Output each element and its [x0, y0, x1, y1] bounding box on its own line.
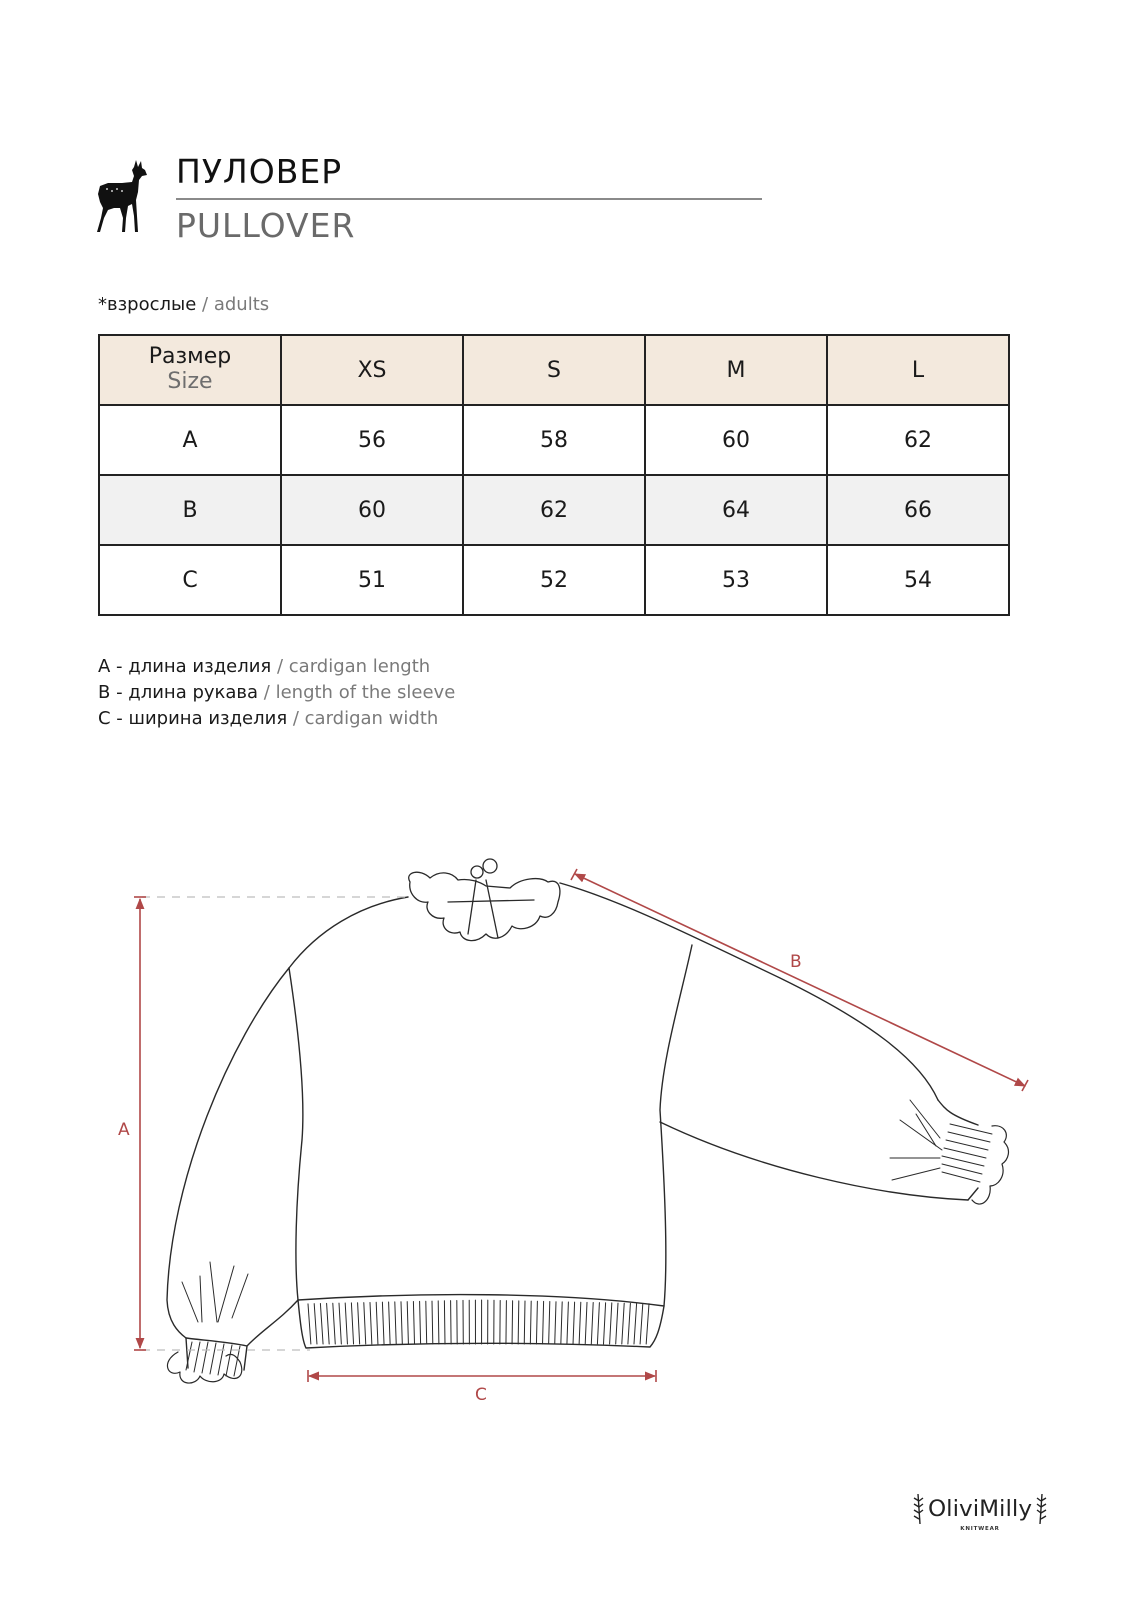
measurement-label-c: C: [475, 1385, 487, 1405]
right-sleeve-lower: [660, 1122, 968, 1200]
hem-rib-line: [351, 1303, 353, 1344]
measurement-a: [134, 897, 146, 1350]
brand-tagline: KNITWEAR: [960, 1526, 1000, 1532]
hem-rib-line: [561, 1302, 562, 1344]
hem-rib-line: [573, 1302, 575, 1344]
left-body-side: [289, 968, 303, 1300]
legend-separator: /: [287, 708, 305, 729]
hem-rib-line: [634, 1303, 637, 1344]
table-cell: 60: [645, 405, 827, 475]
row-label: C: [99, 545, 281, 615]
hem-rib-line: [610, 1303, 612, 1344]
hem-rib-line: [420, 1301, 421, 1344]
left-cuff: [186, 1300, 298, 1370]
legend-key-ru: C - ширина изделия: [98, 708, 288, 729]
table-cell: 60: [281, 475, 463, 545]
hem-rib-line: [389, 1302, 391, 1344]
right-body-side: [660, 945, 692, 1306]
hem-rib-line: [512, 1301, 513, 1344]
hem-rib-line: [616, 1303, 618, 1344]
audience-note-en: adults: [213, 294, 270, 315]
legend-separator: /: [271, 656, 289, 677]
hem-rib-line: [536, 1301, 537, 1344]
hem-rib-line: [567, 1302, 568, 1344]
hem-rib-line: [364, 1303, 366, 1344]
table-cell: 53: [645, 545, 827, 615]
row-label: B: [99, 475, 281, 545]
size-label-en: Size: [167, 369, 213, 394]
legend-item: [98, 706, 455, 732]
audience-note-ru: *взрослые: [98, 294, 197, 315]
legend-separator: /: [258, 682, 276, 703]
hem-rib-line: [413, 1301, 414, 1344]
table-cell: 56: [281, 405, 463, 475]
left-shoulder-line: [289, 897, 408, 968]
measurement-label-a: A: [118, 1120, 130, 1140]
title-divider: [176, 198, 762, 200]
left-cuff-ruffle: [167, 1352, 241, 1383]
brand-name: OliviMilly: [928, 1497, 1033, 1522]
hem-rib-line: [646, 1304, 649, 1344]
hem-rib-line: [543, 1301, 544, 1344]
measurement-label-b: B: [790, 952, 802, 972]
brand-logo: [910, 1486, 1050, 1534]
hem-rib-line: [555, 1302, 556, 1344]
size-table: [98, 334, 1010, 616]
hem-rib-line: [395, 1302, 396, 1344]
table-cell: 64: [645, 475, 827, 545]
table-cell: 51: [281, 545, 463, 615]
legend-key-ru: A - длина изделия: [98, 656, 272, 677]
hem-rib-line: [597, 1303, 599, 1344]
table-row: [99, 405, 1009, 475]
hem-rib-line: [407, 1302, 408, 1344]
table-cell: 58: [463, 405, 645, 475]
table-header-cell: XS: [281, 335, 463, 405]
table-header-cell: M: [645, 335, 827, 405]
table-cell: 52: [463, 545, 645, 615]
hem-rib-line: [518, 1301, 519, 1344]
table-header-row: [99, 335, 1009, 405]
collar-ruffle: [409, 859, 560, 941]
hem-rib-line: [339, 1303, 341, 1344]
hem-rib-line: [585, 1302, 587, 1344]
hem-rib-line: [376, 1302, 378, 1344]
right-cuff: [938, 1100, 978, 1200]
hem-rib-line: [628, 1303, 631, 1344]
right-shoulder-line: [560, 883, 938, 1100]
hem-rib-line: [640, 1304, 643, 1344]
legend-item: [98, 680, 455, 706]
pullover-diagram: [0, 830, 1131, 1410]
hem-rib-line: [444, 1301, 445, 1344]
hem-rib-line: [591, 1303, 593, 1344]
table-cell: 62: [827, 405, 1009, 475]
measurement-legend: [98, 654, 455, 732]
hem-rib-line: [604, 1303, 606, 1344]
guide-lines: [142, 897, 405, 1350]
hem-rib-line: [382, 1302, 384, 1344]
audience-note: [98, 294, 269, 315]
audience-note-separator: /: [196, 294, 214, 315]
hem-rib-line: [370, 1302, 372, 1344]
pullover-outline: [167, 859, 1008, 1383]
page-title-en: PULLOVER: [176, 206, 356, 245]
table-header-cell: L: [827, 335, 1009, 405]
measurement-c: [308, 1370, 656, 1382]
size-label-ru: Размер: [148, 344, 232, 369]
hem-rib-line: [530, 1301, 531, 1344]
hem-rib-line: [327, 1303, 330, 1344]
hem-rib-line: [524, 1301, 525, 1344]
hem-rib-line: [345, 1303, 347, 1344]
legend-key-en: cardigan width: [304, 708, 439, 729]
hem-rib-line: [314, 1304, 317, 1344]
left-sleeve-outer: [167, 968, 289, 1338]
hem-rib-line: [622, 1303, 624, 1344]
table-cell: 62: [463, 475, 645, 545]
table-cell: 54: [827, 545, 1009, 615]
table-row: [99, 475, 1009, 545]
table-cell: 66: [827, 475, 1009, 545]
table-row: [99, 545, 1009, 615]
row-label: A: [99, 405, 281, 475]
hem-rib-line: [333, 1303, 335, 1344]
legend-item: [98, 654, 455, 680]
legend-key-en: length of the sleeve: [275, 682, 456, 703]
hem-rib-line: [320, 1304, 323, 1344]
legend-key-ru: B - длина рукава: [98, 682, 259, 703]
table-header-cell: S: [463, 335, 645, 405]
hem-rib-line: [308, 1304, 311, 1344]
hem-rib-line: [579, 1302, 581, 1344]
deer-silhouette-icon: [92, 158, 156, 236]
table-header-size-label: [99, 335, 281, 405]
hem-rib-line: [426, 1301, 427, 1344]
hem-rib-line: [401, 1302, 402, 1344]
hem-rib-line: [549, 1302, 550, 1344]
hem-rib-line: [358, 1303, 360, 1344]
hem-rib-line: [438, 1301, 439, 1344]
measurement-b: [571, 869, 1028, 1091]
page-title-ru: ПУЛОВЕР: [176, 152, 343, 191]
legend-key-en: cardigan length: [288, 656, 431, 677]
hem-rib-line: [432, 1301, 433, 1344]
